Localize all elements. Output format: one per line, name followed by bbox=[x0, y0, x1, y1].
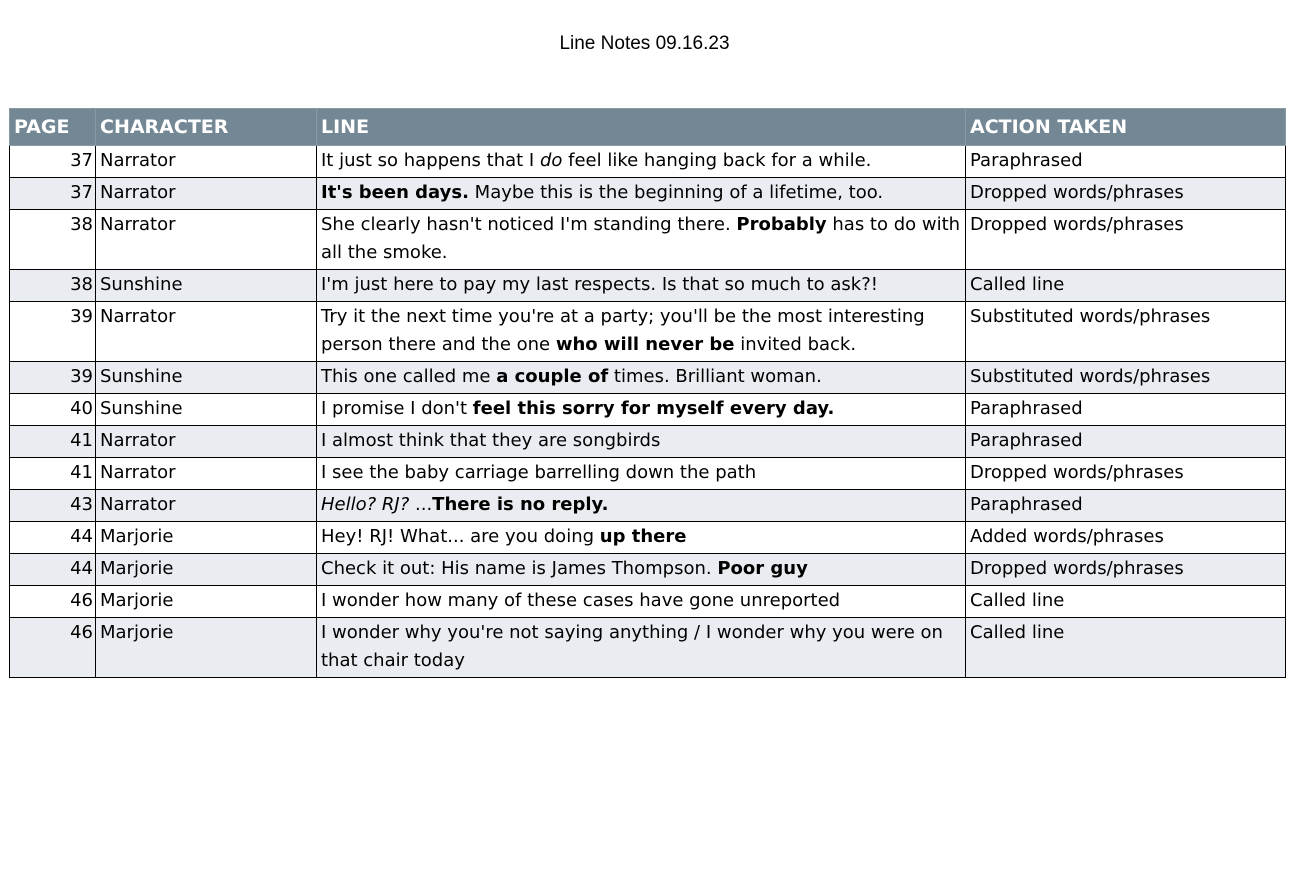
cell-page: 46 bbox=[10, 618, 96, 678]
cell-line bbox=[317, 394, 966, 426]
document-title: Line Notes 09.16.23 bbox=[559, 33, 730, 54]
cell-page: 44 bbox=[10, 522, 96, 554]
table-row bbox=[10, 618, 1286, 678]
line-segment: There is no reply. bbox=[432, 494, 609, 515]
table-row bbox=[10, 426, 1286, 458]
cell-character: Sunshine bbox=[96, 362, 317, 394]
cell-character: Narrator bbox=[96, 302, 317, 362]
table-body bbox=[10, 146, 1286, 678]
line-segment: It just so happens that I bbox=[321, 150, 540, 171]
table-row bbox=[10, 362, 1286, 394]
cell-character: Marjorie bbox=[96, 554, 317, 586]
table-row bbox=[10, 146, 1286, 178]
table-row bbox=[10, 270, 1286, 302]
cell-action-taken: Added words/phrases bbox=[966, 522, 1286, 554]
cell-action-taken: Paraphrased bbox=[966, 490, 1286, 522]
header-action-taken: ACTION TAKEN bbox=[966, 109, 1286, 146]
cell-character: Narrator bbox=[96, 426, 317, 458]
cell-action-taken: Substituted words/phrases bbox=[966, 362, 1286, 394]
cell-page: 39 bbox=[10, 362, 96, 394]
cell-character: Marjorie bbox=[96, 618, 317, 678]
table-row bbox=[10, 586, 1286, 618]
cell-line bbox=[317, 554, 966, 586]
line-segment: I promise I don't bbox=[321, 398, 473, 419]
line-segment: Check it out: His name is James Thompson. bbox=[321, 558, 718, 579]
cell-action-taken: Paraphrased bbox=[966, 426, 1286, 458]
line-segment: She clearly hasn't noticed I'm standing there. bbox=[321, 214, 737, 235]
line-segment: feel like hanging back for a while. bbox=[562, 150, 872, 171]
line-segment: I wonder how many of these cases have gone unreported bbox=[321, 590, 841, 611]
line-notes-table bbox=[9, 108, 1286, 678]
cell-line bbox=[317, 270, 966, 302]
cell-action-taken: Substituted words/phrases bbox=[966, 302, 1286, 362]
line-segment: I almost think that they are songbirds bbox=[321, 430, 661, 451]
cell-action-taken: Dropped words/phrases bbox=[966, 178, 1286, 210]
cell-action-taken: Called line bbox=[966, 586, 1286, 618]
header-page: PAGE bbox=[10, 109, 96, 146]
cell-action-taken: Called line bbox=[966, 618, 1286, 678]
line-segment: who will never be bbox=[555, 334, 735, 355]
cell-action-taken: Called line bbox=[966, 270, 1286, 302]
line-segment: It's been days. bbox=[321, 182, 469, 203]
line-segment: do bbox=[539, 150, 563, 171]
line-segment: Hello? RJ? bbox=[321, 494, 410, 515]
table-row bbox=[10, 490, 1286, 522]
line-segment: up there bbox=[599, 526, 687, 547]
line-segment: Probably bbox=[736, 214, 827, 235]
line-segment: I wonder why you're not saying anything / I wonder why you were on that chair today bbox=[321, 622, 943, 671]
cell-line bbox=[317, 178, 966, 210]
table-row bbox=[10, 554, 1286, 586]
line-segment: feel this sorry for myself every day. bbox=[472, 398, 835, 419]
cell-page: 37 bbox=[10, 178, 96, 210]
line-segment: ... bbox=[409, 494, 433, 515]
line-segment: Maybe this is the beginning of a lifetime, too. bbox=[468, 182, 884, 203]
line-segment: invited back. bbox=[734, 334, 857, 355]
cell-line bbox=[317, 302, 966, 362]
header-line: LINE bbox=[317, 109, 966, 146]
table-row bbox=[10, 302, 1286, 362]
line-segment: a couple of bbox=[496, 366, 609, 387]
table-row bbox=[10, 394, 1286, 426]
cell-character: Marjorie bbox=[96, 586, 317, 618]
line-segment: Poor guy bbox=[717, 558, 808, 579]
cell-line bbox=[317, 522, 966, 554]
cell-action-taken: Dropped words/phrases bbox=[966, 458, 1286, 490]
cell-page: 37 bbox=[10, 146, 96, 178]
cell-line bbox=[317, 458, 966, 490]
cell-line bbox=[317, 586, 966, 618]
cell-character: Narrator bbox=[96, 490, 317, 522]
line-segment: I see the baby carriage barrelling down the path bbox=[321, 462, 757, 483]
cell-character: Narrator bbox=[96, 146, 317, 178]
table-header-row bbox=[10, 109, 1286, 146]
line-segment: times. Brilliant woman. bbox=[608, 366, 822, 387]
table-row bbox=[10, 178, 1286, 210]
cell-page: 40 bbox=[10, 394, 96, 426]
line-segment: Try it the next time you're at a party; you'll be the most interesting person there and the one bbox=[321, 306, 925, 355]
cell-page: 38 bbox=[10, 210, 96, 270]
cell-line bbox=[317, 618, 966, 678]
cell-page: 46 bbox=[10, 586, 96, 618]
line-segment: This one called me bbox=[321, 366, 497, 387]
cell-line bbox=[317, 490, 966, 522]
cell-action-taken: Paraphrased bbox=[966, 394, 1286, 426]
cell-page: 38 bbox=[10, 270, 96, 302]
cell-line bbox=[317, 426, 966, 458]
cell-page: 44 bbox=[10, 554, 96, 586]
cell-page: 39 bbox=[10, 302, 96, 362]
cell-page: 41 bbox=[10, 458, 96, 490]
cell-character: Sunshine bbox=[96, 270, 317, 302]
cell-character: Narrator bbox=[96, 210, 317, 270]
cell-action-taken: Dropped words/phrases bbox=[966, 210, 1286, 270]
cell-action-taken: Dropped words/phrases bbox=[966, 554, 1286, 586]
cell-page: 41 bbox=[10, 426, 96, 458]
cell-character: Marjorie bbox=[96, 522, 317, 554]
cell-character: Narrator bbox=[96, 458, 317, 490]
line-segment: I'm just here to pay my last respects. Is that so much to ask?! bbox=[321, 274, 878, 295]
table-row bbox=[10, 210, 1286, 270]
cell-character: Sunshine bbox=[96, 394, 317, 426]
cell-line bbox=[317, 362, 966, 394]
cell-line bbox=[317, 210, 966, 270]
line-segment: Hey! RJ! What... are you doing bbox=[321, 526, 600, 547]
cell-character: Narrator bbox=[96, 178, 317, 210]
cell-page: 43 bbox=[10, 490, 96, 522]
line-segment: has to do with all the smoke. bbox=[321, 214, 961, 263]
table-row bbox=[10, 458, 1286, 490]
header-character: CHARACTER bbox=[96, 109, 317, 146]
table-row bbox=[10, 522, 1286, 554]
cell-line bbox=[317, 146, 966, 178]
cell-action-taken: Paraphrased bbox=[966, 146, 1286, 178]
